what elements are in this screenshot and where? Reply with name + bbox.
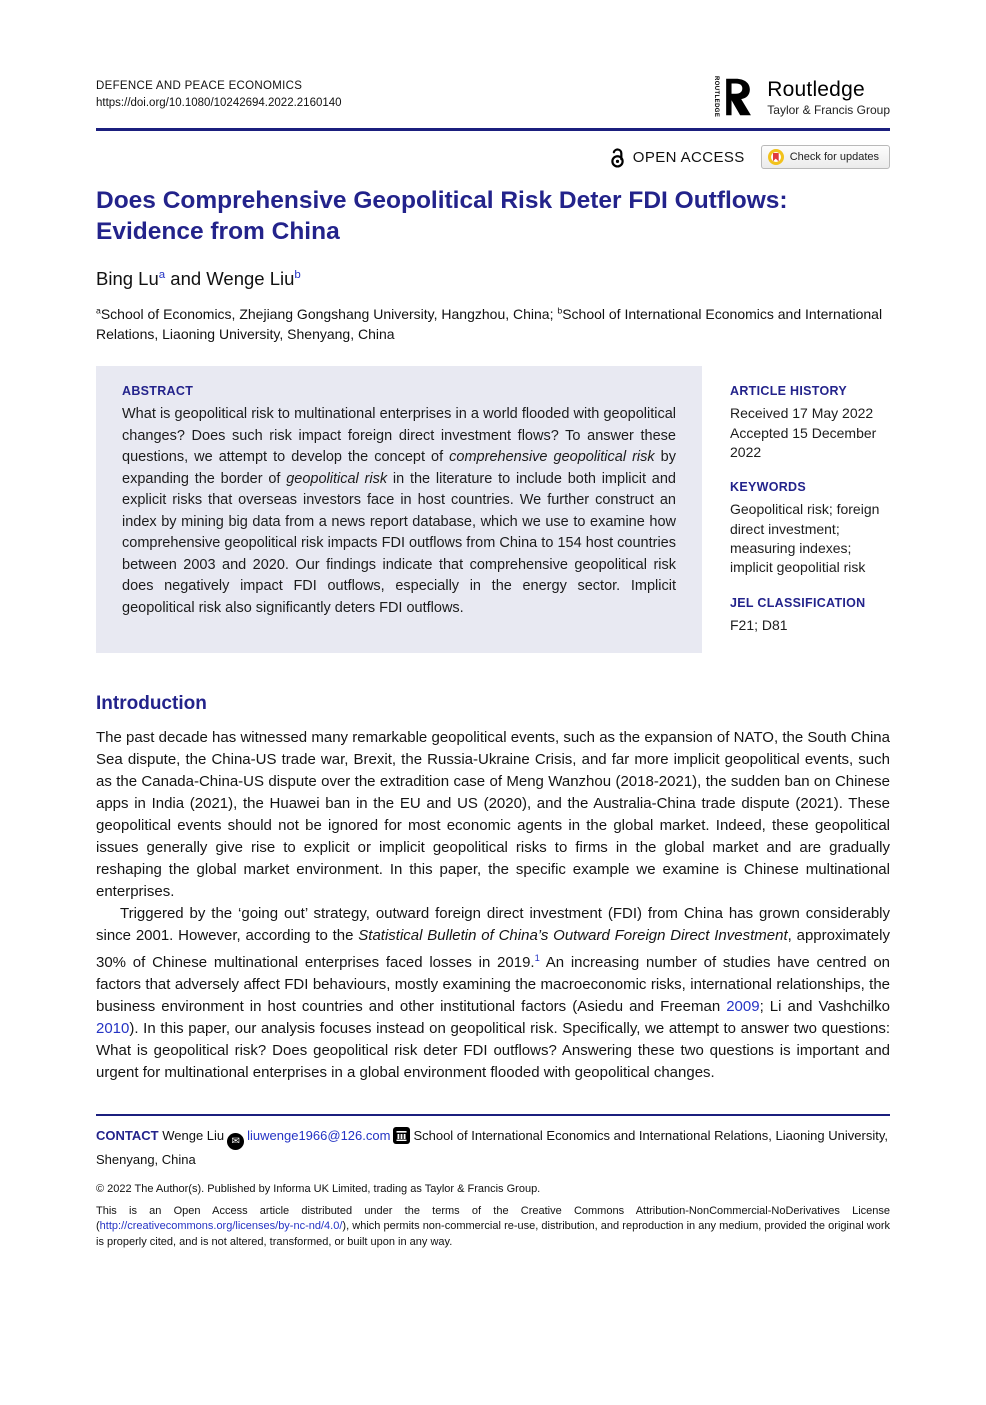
author-2: Wenge Liu [206,267,295,289]
journal-name: DEFENCE AND PEACE ECONOMICS [96,80,303,92]
contact-label: CONTACT [96,1127,159,1143]
building-icon [393,1127,410,1144]
keywords-heading: KEYWORDS [730,480,807,495]
abstract-and-meta [96,366,890,653]
keywords [730,480,890,577]
routledge-mark-glyph [724,78,752,116]
routledge-vertical-text: ROUTLEDGE [713,76,720,118]
article-title: Does Comprehensive Geopolitical Risk Deter FDI Outflows: Evidence from China [96,187,788,246]
contact-affiliation: School of International Economics and International Relations, Liaoning University, Shenyang, China [96,1127,888,1168]
check-for-updates-label: Check for updates [789,151,879,163]
jel-classification [730,596,890,635]
routledge-r-mark-icon [712,76,758,118]
citation-asiedu-freeman-2009[interactable]: 2009 [726,997,760,1015]
open-access-badge [609,147,745,168]
abstract-text: What is geopolitical risk to multinational enterprises in a world flooded with geopolitical changes? Does such risk impact foreign direct investment flows? To answer these questions, we attempt to develop the concept of comprehensive geopolitical risk by expanding the border of geopolitical risk in the literature to include both implicit and explicit risks that overseas investors face in host countries. We further construct an index by mining big data from a news report database, which we use to examine how comprehensive geopolitical risk impacts FDI outflows from China to 154 host countries between 2003 and 2020. Our findings indicate that comprehensive geopolitical risk does negatively impact FDI outflows, especially in the energy sector. Implicit geopolitical risk also significantly deters FDI outflows. [122,406,676,616]
abstract-box [96,366,702,653]
article-history-heading: ARTICLE HISTORY [730,384,848,399]
contact-email-link[interactable]: liuwenge1966@126.com [247,1127,391,1143]
journal-info [96,80,342,109]
license-text: This is an Open Access article distributed under the terms of the Creative Commons Attribution-NonCommercial-NoDerivatives License (http://creativecommons.org/licenses/by-nc-nd/4.0/), which permits non-commercial re-use, distribution, and reproduction in any medium, provided the original work is properly cited, and is not altered, transformed, or built upon in any way. [96,1204,890,1249]
contact-line [96,1126,890,1170]
check-for-updates-button[interactable] [761,145,890,169]
author-1: Bing Lu [96,267,159,289]
author-line: Bing Lu$^a$ and Wenge Liu$^b$ [96,267,301,289]
jel-codes: F21; D81 [730,616,788,633]
contact-name: Wenge Liu [162,1127,225,1143]
footnote-ref-1[interactable]: 1 [534,952,540,963]
copyright-line: © 2022 The Author(s). Published by Informa UK Limited, trading as Taylor & Francis Group. [96,1183,541,1196]
abstract-heading: ABSTRACT [122,384,194,399]
envelope-icon: ✉ [227,1133,244,1150]
intro-paragraph-2: Triggered by the ‘going out’ strategy, outward foreign direct investment (FDI) from China has grown considerably since 2001. However, according to the Statistical Bulletin of China’s Outward Foreign Direct Investment, approximately 30% of Chinese multinational enterprises faced losses in 2019.$^1$ An increasing number of studies have centred on factors that adversely affect FDI behaviours, mostly examining the macroeconomic risks, international relationships, the business environment in host countries and other institutional factors (Asiedu and Freeman 2009; Li and Vashchilko 2010). In this paper, our analysis focuses instead on geopolitical risk. Specifically, we attempt to answer two questions: What is geopolitical risk? Does geopolitical risk deter FDI outflows? Answering these two questions is important and urgent for multinational enterprises in a global environment flooded with geopolitical changes. [96,904,891,1081]
journal-header [96,76,890,118]
jel-heading: JEL CLASSIFICATION [730,595,866,610]
section-heading-introduction: Introduction [96,692,207,714]
keywords-text: Geopolitical risk; foreign direct investment; measuring indexes; implicit geopolitial risk [730,501,880,576]
affiliations: $^a$School of Economics, Zhejiang Gongshang University, Hangzhou, China; $^b$School of International Economics and International Relations, Liaoning University, Shenyang, China [96,305,883,343]
footer-rule [96,1114,890,1116]
author-1-affiliation-marker: a [158,268,166,281]
citation-li-vashchilko-2010[interactable]: 2010 [96,1019,130,1037]
access-row [96,143,890,171]
received-date: Received 17 May 2022 [730,405,874,422]
first-page-footer [96,1114,890,1251]
publisher-name: Routledge [767,77,865,101]
author-2-affiliation-marker: b [294,268,301,281]
open-access-label: OPEN ACCESS [632,148,745,166]
publisher-names [767,78,890,117]
publisher-logo [712,76,890,118]
publisher-group: Taylor & Francis Group [767,102,890,117]
article-history [730,384,890,462]
accepted-date: Accepted 15 December 2022 [730,424,877,460]
license-url-link[interactable]: http://creativecommons.org/licenses/by-nc-nd/4.0/ [99,1220,343,1233]
bookmark-circle-icon [768,149,784,165]
doi-text: https://doi.org/10.1080/10242694.2022.2160140 [96,97,342,109]
intro-paragraph-1: The past decade has witnessed many remarkable geopolitical events, such as the expansion of NATO, the South China Sea dispute, the China-US trade war, Brexit, the Russia-Ukraine Crisis, and far more implicit geopolitical events, such as the Canada-China-US dispute over the extradition case of Meng Wanzhou (2018-2021), the sudden ban on Chinese apps in India (2021), the Huawei ban in the EU and US (2020), and the Australia-China trade dispute (2021). These geopolitical events should not be ignored for most economic agents in the global market. Indeed, these geopolitical issues generally give rise to explicit or implicit geopolitical risks to firms in the global market and are gradually reshaping the global market environment. In this paper, the specific example we examine is Chinese multinational enterprises. [96,728,890,900]
article-meta-column [730,366,890,653]
header-rule [96,128,890,131]
open-padlock-icon [609,147,626,168]
